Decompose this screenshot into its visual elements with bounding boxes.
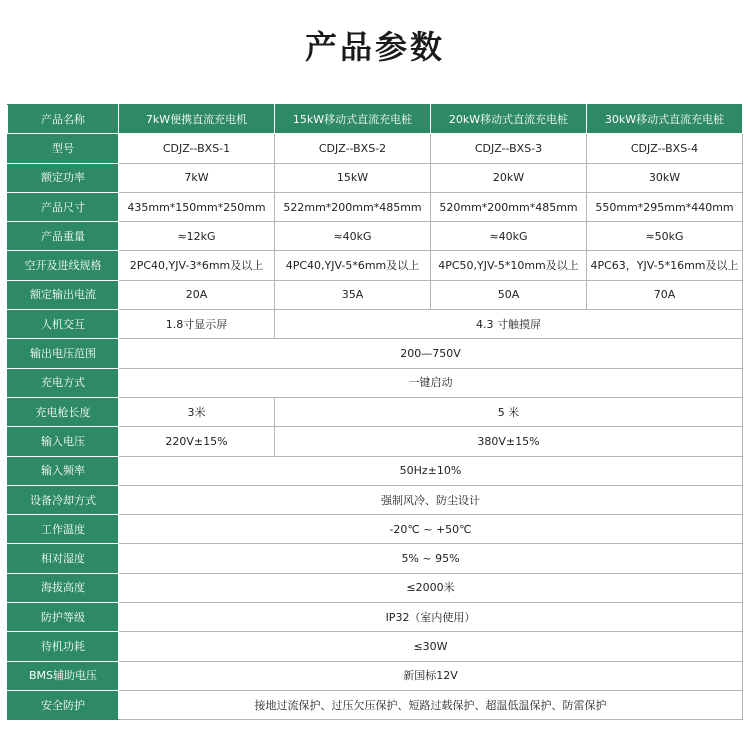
product-name-3: 20kW移动式直流充电桩 — [431, 105, 587, 134]
row-label-work-temp: 工作温度 — [8, 515, 119, 544]
current-3: 50A — [431, 280, 587, 309]
row-label-altitude: 海拔高度 — [8, 573, 119, 602]
row-label-input-freq: 输入频率 — [8, 456, 119, 485]
row-label-hmi: 人机交互 — [8, 310, 119, 339]
table-row-altitude — [8, 573, 743, 602]
page-title: 产品参数 — [304, 28, 445, 66]
table-row-safety — [8, 690, 743, 719]
product-name-1: 7kW便携直流充电机 — [119, 105, 275, 134]
row-label-charge-mode: 充电方式 — [8, 368, 119, 397]
model-2: CDJZ--BXS-2 — [275, 134, 431, 163]
power-3: 20kW — [431, 163, 587, 192]
current-2: 35A — [275, 280, 431, 309]
row-label-model: 型号 — [8, 134, 119, 163]
spec-table — [7, 104, 743, 720]
cooling-value: 强制风冷、防尘设计 — [119, 485, 743, 514]
table-row-size — [8, 192, 743, 221]
table-row-bms — [8, 661, 743, 690]
row-label-protection-level: 防护等级 — [8, 603, 119, 632]
table-row-cooling — [8, 485, 743, 514]
row-label-gun-length: 充电枪长度 — [8, 397, 119, 426]
protection-level-value: IP32（室内使用） — [119, 603, 743, 632]
weight-3: ≈40kG — [431, 222, 587, 251]
current-4: 70A — [587, 280, 743, 309]
gun-length-1: 3米 — [119, 397, 275, 426]
row-label-breaker: 空开及进线规格 — [8, 251, 119, 280]
table-row-protection-level — [8, 603, 743, 632]
table-row-weight — [8, 222, 743, 251]
table-row-voltage-range — [8, 339, 743, 368]
input-freq-value: 50Hz±10% — [119, 456, 743, 485]
input-voltage-1: 220V±15% — [119, 427, 275, 456]
row-label-standby: 待机功耗 — [8, 632, 119, 661]
table-row-standby — [8, 632, 743, 661]
table-row-input-freq — [8, 456, 743, 485]
weight-1: ≈12kG — [119, 222, 275, 251]
safety-value: 接地过流保护、过压欠压保护、短路过载保护、超温低温保护、防雷保护 — [119, 690, 743, 719]
breaker-1: 2PC40,YJV-3*6mm及以上 — [119, 251, 275, 280]
standby-value: ≤30W — [119, 632, 743, 661]
hmi-1: 1.8寸显示屏 — [119, 310, 275, 339]
row-label-product-name: 产品名称 — [8, 105, 119, 134]
gun-length-2-4: 5 米 — [275, 397, 743, 426]
row-label-size: 产品尺寸 — [8, 192, 119, 221]
input-voltage-2-4: 380V±15% — [275, 427, 743, 456]
bms-value: 新国标12V — [119, 661, 743, 690]
row-label-voltage-range: 输出电压范围 — [8, 339, 119, 368]
size-1: 435mm*150mm*250mm — [119, 192, 275, 221]
power-1: 7kW — [119, 163, 275, 192]
product-name-4: 30kW移动式直流充电桩 — [587, 105, 743, 134]
table-row-work-temp — [8, 515, 743, 544]
row-label-cooling: 设备冷却方式 — [8, 485, 119, 514]
weight-2: ≈40kG — [275, 222, 431, 251]
table-row-model — [8, 134, 743, 163]
table-row-hmi — [8, 310, 743, 339]
row-label-bms: BMS辅助电压 — [8, 661, 119, 690]
altitude-value: ≤2000米 — [119, 573, 743, 602]
table-row-power — [8, 163, 743, 192]
weight-4: ≈50kG — [587, 222, 743, 251]
table-row-gun-length — [8, 397, 743, 426]
table-row-humidity — [8, 544, 743, 573]
table-row-input-voltage — [8, 427, 743, 456]
current-1: 20A — [119, 280, 275, 309]
row-label-power: 额定功率 — [8, 163, 119, 192]
hmi-2-4: 4.3 寸触摸屏 — [275, 310, 743, 339]
table-row-charge-mode — [8, 368, 743, 397]
row-label-current: 额定输出电流 — [8, 280, 119, 309]
model-1: CDJZ--BXS-1 — [119, 134, 275, 163]
row-label-safety: 安全防护 — [8, 690, 119, 719]
power-2: 15kW — [275, 163, 431, 192]
humidity-value: 5% ~ 95% — [119, 544, 743, 573]
model-3: CDJZ--BXS-3 — [431, 134, 587, 163]
size-2: 522mm*200mm*485mm — [275, 192, 431, 221]
breaker-2: 4PC40,YJV-5*6mm及以上 — [275, 251, 431, 280]
table-row-breaker — [8, 251, 743, 280]
charge-mode-value: 一键启动 — [119, 368, 743, 397]
model-4: CDJZ--BXS-4 — [587, 134, 743, 163]
voltage-range-value: 200—750V — [119, 339, 743, 368]
size-4: 550mm*295mm*440mm — [587, 192, 743, 221]
product-name-2: 15kW移动式直流充电桩 — [275, 105, 431, 134]
row-label-weight: 产品重量 — [8, 222, 119, 251]
breaker-3: 4PC50,YJV-5*10mm及以上 — [431, 251, 587, 280]
table-row-current — [8, 280, 743, 309]
work-temp-value: -20℃ ~ +50℃ — [119, 515, 743, 544]
power-4: 30kW — [587, 163, 743, 192]
size-3: 520mm*200mm*485mm — [431, 192, 587, 221]
row-label-humidity: 相对湿度 — [8, 544, 119, 573]
breaker-4: 4PC63，YJV-5*16mm及以上 — [587, 251, 743, 280]
table-header-row — [8, 105, 743, 134]
row-label-input-voltage: 输入电压 — [8, 427, 119, 456]
